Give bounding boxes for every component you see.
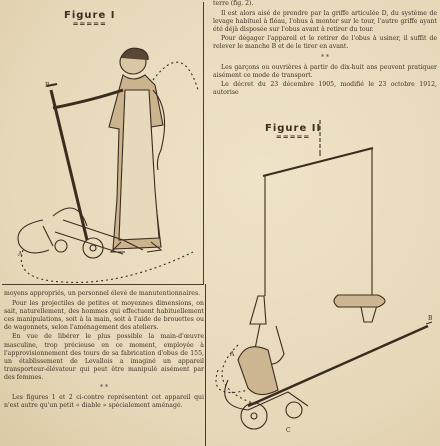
figure-2-label-c: C xyxy=(286,427,291,434)
left-paragraph-4: Les figures 1 et 2 ci-contre représentent cet appareil qui n'est autre qu'un petit « diable » spécialement aménagé. xyxy=(4,394,204,410)
figure-1-title: Figure I ===== xyxy=(64,10,116,28)
figure-2-illustration xyxy=(208,120,438,440)
right-paragraph-1: terre (fig. 2). xyxy=(213,0,254,7)
right-separator-stars: * * xyxy=(321,53,329,61)
right-column-text xyxy=(213,0,437,99)
left-paragraph-2: Pour les projectiles de petites et moyennes dimensions, on sait, naturellement, des hommes qui effectuent habituellement ces manipulations, soit à la main, soit à l'aide de brouettes ou de wagonnets, selon l'aménagement des ateliers. xyxy=(4,299,204,331)
right-paragraph-2: Il est alors aisé de prendre par la griffe articulée D, du système de levage habituel à fléau, l'obus à monter sur le tour, l'autre griffe ayant été déjà disposée sur l'obus avant à retirer du tour. xyxy=(213,9,437,33)
figure-1-label-a: A xyxy=(18,251,23,258)
figure-2-label-a: A xyxy=(230,351,235,358)
right-paragraph-5: Le décret du 23 décembre 1905, modifié le 23 octobre 1912, autorise xyxy=(213,81,437,97)
left-paragraph-3: En vue de libérer le plus possible la main-d'œuvre masculine, trop précieuse en ce moment, employée à l'approvisionnement des tours de sa fabrication d'obus de 155, un établissement de Levallois a imaginé un appareil transporteur-élévateur qui peut être manipulé aisément par des femmes. xyxy=(4,333,204,381)
figure-1-illustration xyxy=(3,20,203,290)
left-separator-stars: * * xyxy=(100,384,108,392)
figure-1-label-b: B xyxy=(45,82,50,89)
left-column-text xyxy=(4,290,204,412)
right-paragraph-3: Pour dégager l'appareil et le retirer de l'obus à usiner, il suffit de relever le manche B et de le tirer en avant. xyxy=(213,35,437,51)
column-divider xyxy=(205,284,206,446)
figure-2-label-b: B xyxy=(428,315,433,322)
right-paragraph-4: Les garçons ou ouvrières à partir de dix-huit ans peuvent pratiquer aisément ce mode de transport. xyxy=(213,63,437,79)
figure-2-title: Figure II ===== xyxy=(265,123,322,141)
left-paragraph-1: moyens appropriés, un personnel élevé de manutentionnaires. xyxy=(4,290,201,297)
